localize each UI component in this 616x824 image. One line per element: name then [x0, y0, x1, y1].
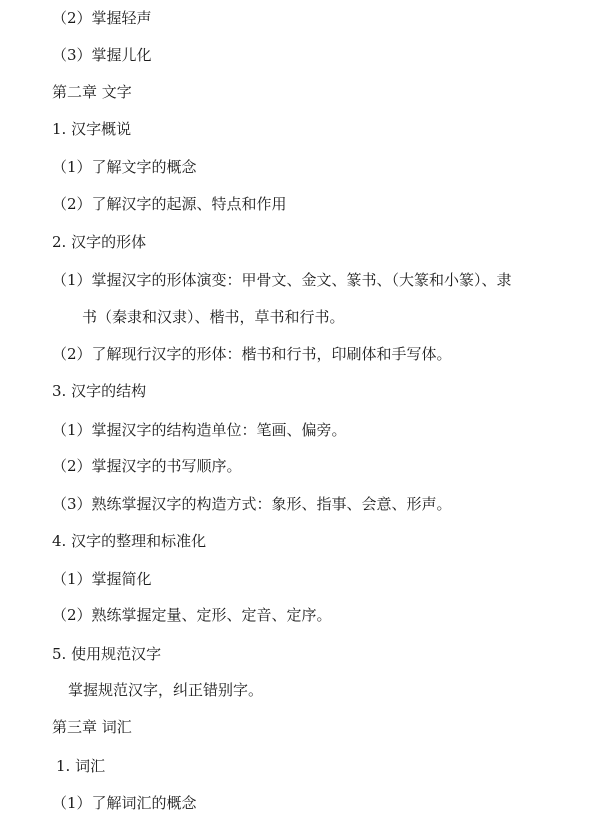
section-heading-3: 3. 汉字的结构 [52, 382, 147, 400]
outline-item-3-3: （3）熟练掌握汉字的构造方式：象形、指事、会意、形声。 [52, 495, 452, 513]
section-heading-2: 2. 汉字的形体 [52, 233, 147, 251]
outline-item-3-1-1: （1）了解词汇的概念 [52, 794, 197, 812]
outline-item-1-1: （1）了解文字的概念 [52, 158, 197, 176]
outline-item-2-2: （2）掌握轻声 [52, 9, 152, 27]
outline-item-2-2b: （2）了解现行汉字的形体：楷书和行书，印刷体和手写体。 [52, 345, 452, 363]
section-heading-1: 1. 汉字概说 [52, 120, 132, 138]
section-heading-5: 5. 使用规范汉字 [52, 645, 162, 663]
chapter-heading-2: 第二章 文字 [52, 83, 132, 101]
outline-item-2-3: （3）掌握儿化 [52, 46, 152, 64]
section-5-text: 掌握规范汉字，纠正错别字。 [68, 681, 264, 699]
outline-item-2-1: （1）掌握汉字的形体演变：甲骨文、金文、篆书、（大篆和小篆）、隶 [52, 271, 512, 289]
outline-item-4-2: （2）熟练掌握定量、定形、定音、定序。 [52, 606, 332, 624]
outline-item-3-2: （2）掌握汉字的书写顺序。 [52, 457, 242, 475]
outline-item-3-1: （1）掌握汉字的结构造单位：笔画、偏旁。 [52, 421, 347, 439]
chapter-heading-3: 第三章 词汇 [52, 718, 132, 736]
outline-item-1-2: （2）了解汉字的起源、特点和作用 [52, 195, 287, 213]
outline-item-2-1-continued: 书（秦隶和汉隶）、楷书，草书和行书。 [82, 308, 345, 326]
section-heading-3-1: 1. 词汇 [56, 757, 106, 775]
outline-item-4-1: （1）掌握简化 [52, 570, 152, 588]
section-heading-4: 4. 汉字的整理和标准化 [52, 532, 207, 550]
